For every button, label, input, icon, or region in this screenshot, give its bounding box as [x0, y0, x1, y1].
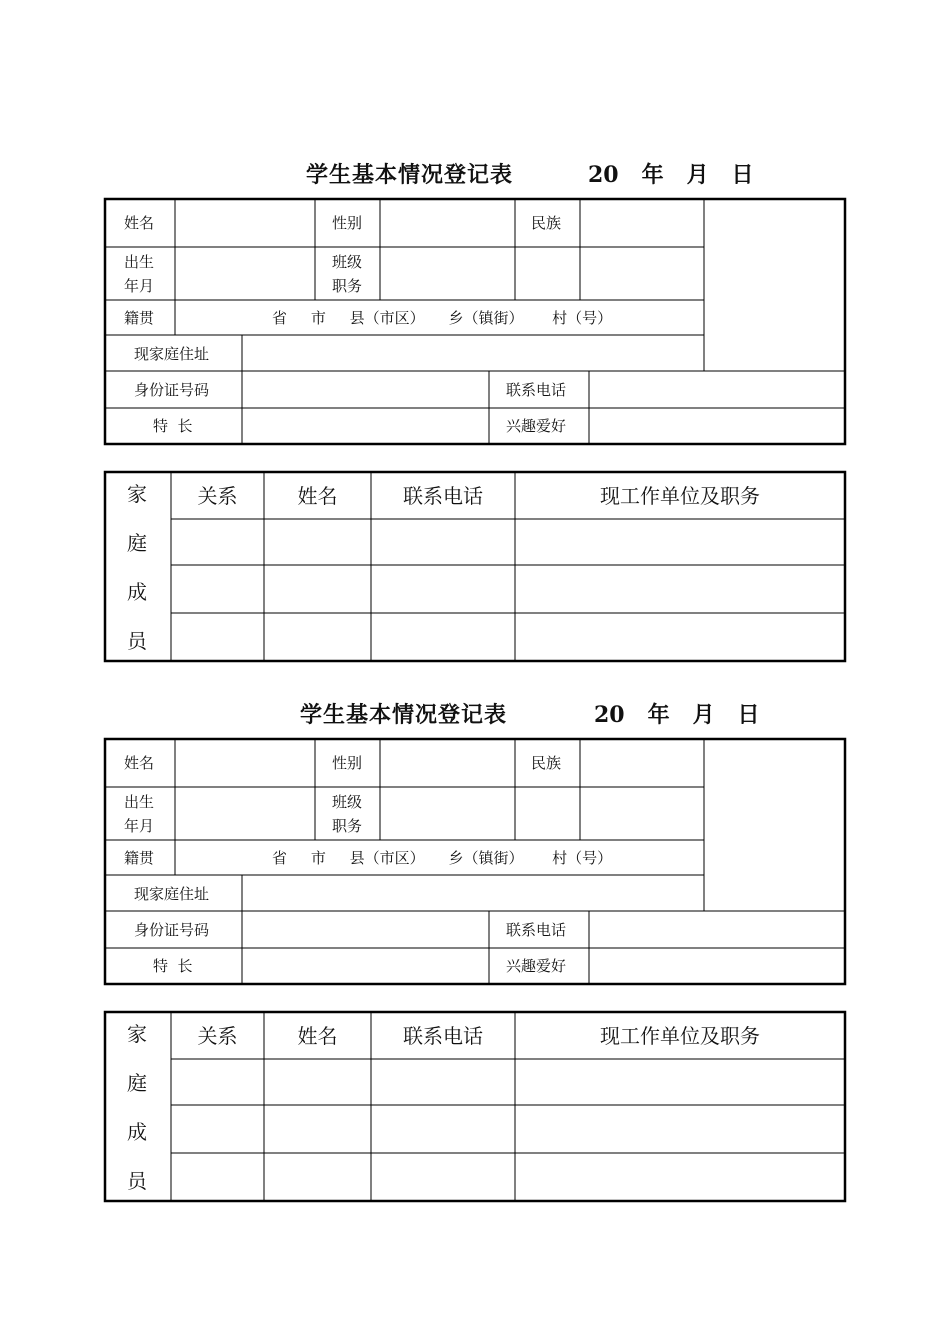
gender-label: 性别 — [332, 754, 363, 772]
family-header-name: 姓名 — [297, 1024, 338, 1048]
name-field[interactable] — [176, 740, 314, 786]
gender-field[interactable] — [381, 740, 514, 786]
phone-label: 联系电话 — [506, 381, 567, 399]
native-place-field[interactable]: 省 市 县（市区） 乡（镇街） 村（号） — [272, 849, 613, 867]
birth-label-line2: 年月 — [124, 817, 155, 835]
family-side-label-3: 成 — [127, 1120, 147, 1144]
native-place-label: 籍贯 — [124, 309, 155, 327]
specialty-label: 特 长 — [153, 417, 193, 435]
form-date: 20 年 月 日 — [588, 162, 754, 188]
birth-label-line1: 出生 — [124, 793, 155, 811]
class-duty-label-line1: 班级 — [332, 793, 363, 811]
birth-label-line1: 出生 — [124, 253, 155, 271]
id-number-label: 身份证号码 — [134, 381, 210, 399]
name-label: 姓名 — [124, 214, 155, 232]
ethnicity-field[interactable] — [581, 200, 703, 246]
family-side-label-4: 员 — [127, 1169, 147, 1193]
birth-field[interactable] — [176, 788, 314, 839]
form-date: 20 年 月 日 — [594, 702, 760, 728]
family-header-phone: 联系电话 — [403, 484, 483, 508]
home-address-label: 现家庭住址 — [134, 345, 210, 363]
photo-area[interactable] — [705, 200, 843, 370]
id-number-field[interactable] — [243, 912, 488, 947]
gender-label: 性别 — [332, 214, 363, 232]
hobby-field[interactable] — [590, 409, 844, 443]
class-duty-field[interactable] — [381, 248, 514, 299]
hobby-field[interactable] — [590, 949, 844, 983]
photo-area[interactable] — [705, 740, 843, 910]
ethnicity-label: 民族 — [531, 754, 562, 772]
native-place-field[interactable]: 省 市 县（市区） 乡（镇街） 村（号） — [272, 309, 613, 327]
family-header-work: 现工作单位及职务 — [600, 484, 760, 508]
name-field[interactable] — [176, 200, 314, 246]
family-side-label-3: 成 — [127, 580, 147, 604]
class-duty-label-line2: 职务 — [332, 277, 363, 295]
family-side-label-1: 家 — [127, 1022, 147, 1046]
ethnicity-label: 民族 — [531, 214, 562, 232]
family-header-phone: 联系电话 — [403, 1024, 483, 1048]
home-address-field[interactable] — [243, 336, 703, 370]
specialty-label: 特 长 — [153, 957, 193, 975]
home-address-field[interactable] — [243, 876, 703, 910]
birth-label-line2: 年月 — [124, 277, 155, 295]
form-title: 学生基本情况登记表 — [300, 702, 508, 728]
hobby-label: 兴趣爱好 — [506, 957, 567, 975]
gender-field[interactable] — [381, 200, 514, 246]
native-place-label: 籍贯 — [124, 849, 155, 867]
birth-field[interactable] — [176, 248, 314, 299]
family-header-name: 姓名 — [297, 484, 338, 508]
family-side-label-2: 庭 — [127, 531, 147, 555]
phone-label: 联系电话 — [506, 921, 567, 939]
class-duty-field[interactable] — [381, 788, 514, 839]
hobby-label: 兴趣爱好 — [506, 417, 567, 435]
family-side-label-2: 庭 — [127, 1071, 147, 1095]
class-duty-label-line2: 职务 — [332, 817, 363, 835]
family-header-work: 现工作单位及职务 — [600, 1024, 760, 1048]
form-title: 学生基本情况登记表 — [306, 162, 514, 188]
specialty-field[interactable] — [243, 409, 488, 443]
home-address-label: 现家庭住址 — [134, 885, 210, 903]
ethnicity-field[interactable] — [581, 740, 703, 786]
family-header-relation: 关系 — [197, 1024, 238, 1048]
name-label: 姓名 — [124, 754, 155, 772]
id-number-field[interactable] — [243, 372, 488, 407]
family-side-label-1: 家 — [127, 482, 147, 506]
id-number-label: 身份证号码 — [134, 921, 210, 939]
family-side-label-4: 员 — [127, 629, 147, 653]
family-header-relation: 关系 — [197, 484, 238, 508]
specialty-field[interactable] — [243, 949, 488, 983]
class-duty-label-line1: 班级 — [332, 253, 363, 271]
phone-field[interactable] — [590, 912, 844, 947]
phone-field[interactable] — [590, 372, 844, 407]
